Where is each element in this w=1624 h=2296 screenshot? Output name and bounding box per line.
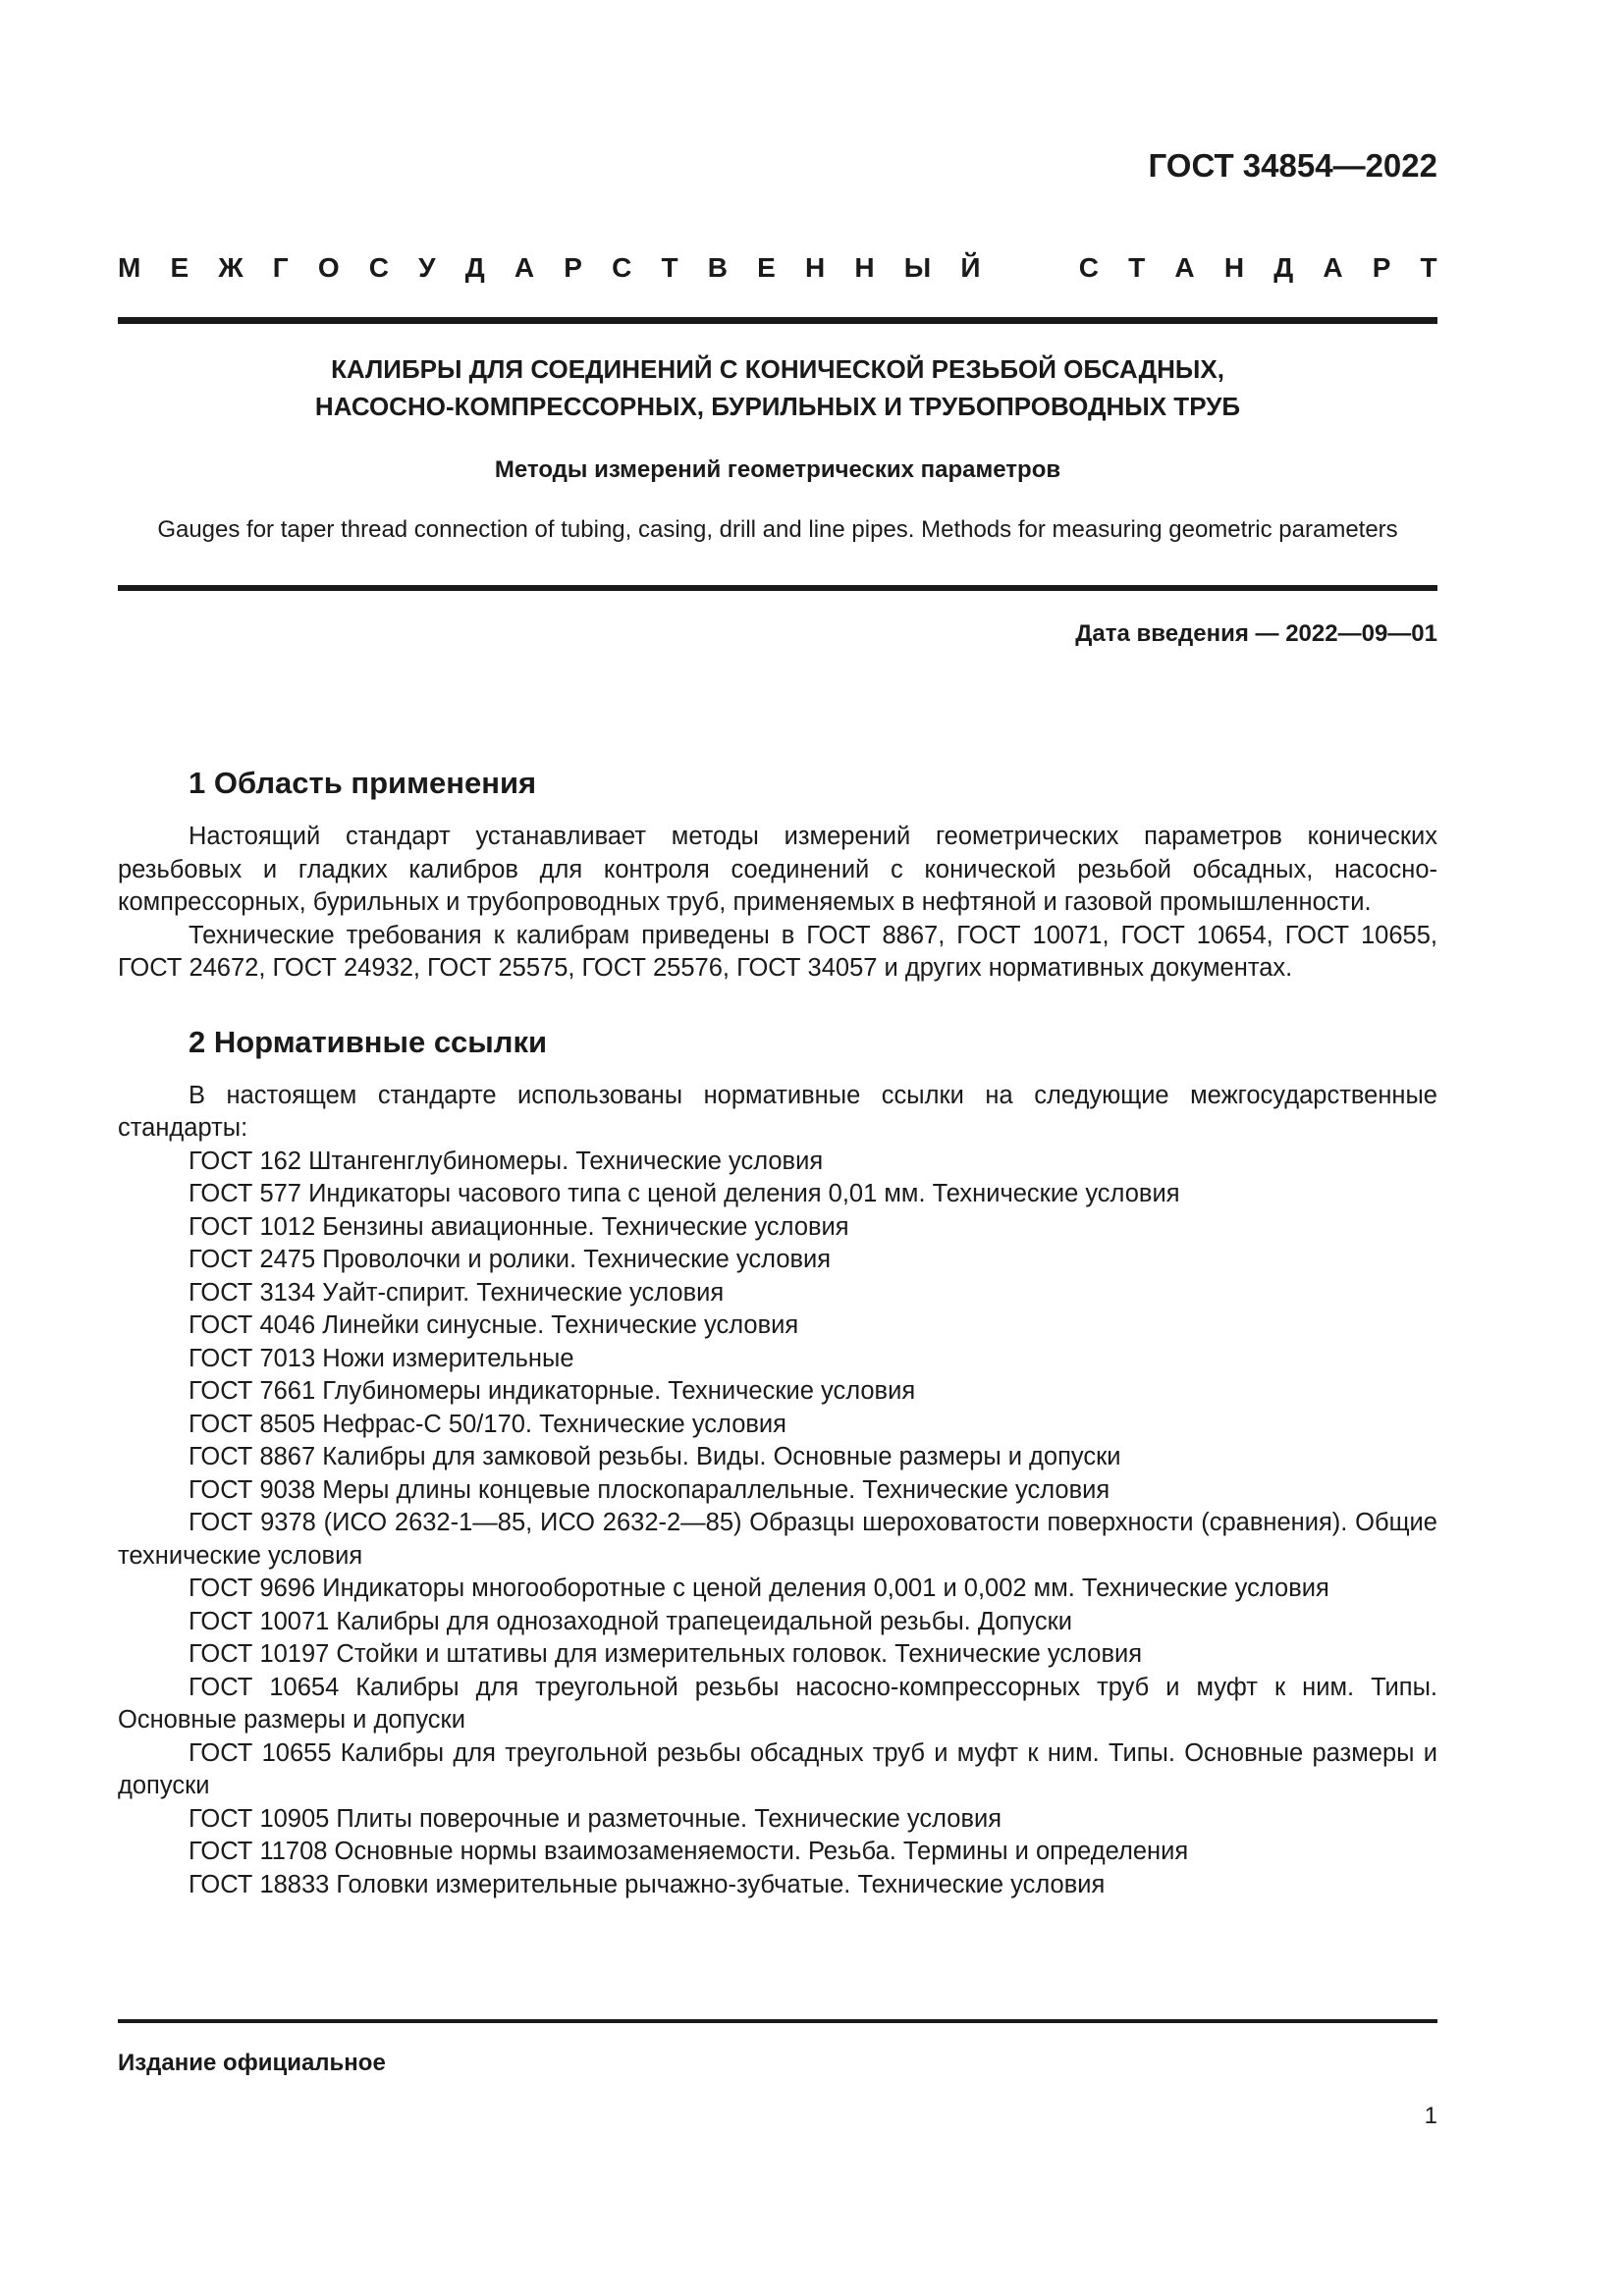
reference-item: ГОСТ 9378 (ИСО 2632-1—85, ИСО 2632-2—85) Образцы шероховатости поверхности (сравнения). Общие технические условия (118, 1509, 1437, 1570)
reference-item: ГОСТ 18833 Головки измерительные рычажно-зубчатые. Технические условия (189, 1870, 1106, 1898)
banner-letter: Е (757, 252, 776, 283)
reference-item: ГОСТ 9696 Индикаторы многооборотные с ценой деления 0,001 и 0,002 мм. Технические условия (189, 1575, 1329, 1602)
document-number: ГОСТ 34854—2022 (1148, 147, 1437, 184)
paragraph: В настоящем стандарте использованы нормативные ссылки на следующие межгосударственные стандарты: (118, 1081, 1437, 1142)
banner-letter: В (707, 252, 728, 283)
banner-letter: Ы (903, 252, 932, 283)
reference-item: ГОСТ 8505 Нефрас-С 50/170. Технические условия (189, 1410, 786, 1438)
reference-item: ГОСТ 7661 Глубиномеры индикаторные. Технические условия (189, 1377, 916, 1405)
banner-letter: С (368, 252, 389, 283)
banner-letter: Д (464, 252, 485, 283)
document-body (118, 764, 1437, 1901)
banner-letter: С (1078, 252, 1099, 283)
reference-item: ГОСТ 11708 Основные нормы взаимозаменяемости. Резьба. Термины и определения (189, 1838, 1189, 1865)
page-number: 1 (1424, 2103, 1437, 2129)
banner-letter: А (1174, 252, 1195, 283)
reference-item: ГОСТ 10071 Калибры для однозаходной трапецеидальной резьбы. Допуски (189, 1607, 1072, 1635)
document-subtitle: Методы измерений геометрических параметров (494, 456, 1061, 483)
paragraph: Настоящий стандарт устанавливает методы измерений геометрических параметров конических резьбовых и гладких калибров для контроля соединений с конической резьбой обсадных, насосно-компрессорных, бурильных и трубопроводных труб, применяемых в нефтяной и газовой промышленности. (118, 823, 1437, 916)
banner-letter: Т (1420, 252, 1437, 283)
standard-banner (118, 252, 1437, 292)
banner-letter: Р (1372, 252, 1391, 283)
reference-item: ГОСТ 10655 Калибры для треугольной резьбы обсадных труб и муфт к ним. Типы. Основные размеры и допуски (118, 1738, 1437, 1799)
section-heading: 1 Область применения (189, 766, 537, 800)
title-line: КАЛИБРЫ ДЛЯ СОЕДИНЕНИЙ С КОНИЧЕСКОЙ РЕЗЬБОЙ ОБСАДНЫХ, (331, 354, 1224, 384)
banner-letter: А (514, 252, 535, 283)
banner-letter: Д (1273, 252, 1294, 283)
title-line: НАСОСНО-КОМПРЕССОРНЫХ, БУРИЛЬНЫХ И ТРУБОПРОВОДНЫХ ТРУБ (314, 392, 1241, 421)
banner-letter: М (118, 252, 141, 283)
banner-letter: О (317, 252, 340, 283)
reference-item: ГОСТ 3134 Уайт-спирит. Технические условия (189, 1278, 725, 1307)
reference-list (118, 1146, 1437, 1902)
reference-item: ГОСТ 10197 Стойки и штативы для измерительных головок. Технические условия (189, 1640, 1143, 1668)
english-title: Gauges for taper thread connection of tubing, casing, drill and line pipes. Methods for measuring geometric parameters (157, 516, 1398, 543)
banner-letter: У (418, 252, 436, 283)
reference-item: ГОСТ 7013 Ножи измерительные (189, 1344, 574, 1372)
official-edition-label: Издание официальное (118, 2050, 386, 2076)
banner-letter: Н (1223, 252, 1245, 283)
reference-item: ГОСТ 10905 Плиты поверочные и разметочные. Технические условия (189, 1804, 1002, 1833)
banner-letter: Р (564, 252, 582, 283)
banner-letter: Т (1128, 252, 1146, 283)
reference-item: ГОСТ 577 Индикаторы часового типа с ценой деления 0,01 мм. Технические условия (189, 1180, 1180, 1207)
document-title (118, 350, 1437, 425)
banner-word-gap (1010, 252, 1050, 292)
title-divider (118, 585, 1437, 591)
section-heading: 2 Нормативные ссылки (189, 1024, 548, 1059)
reference-item: ГОСТ 10654 Калибры для треугольной резьбы насосно-компрессорных труб и муфт к ним. Типы. Основные размеры и допуски (118, 1673, 1437, 1734)
banner-letter: Г (272, 252, 289, 283)
reference-item: ГОСТ 2475 Проволочки и ролики. Технические условия (189, 1246, 832, 1273)
reference-item: ГОСТ 162 Штангенглубиномеры. Технические условия (189, 1147, 824, 1175)
banner-letter: Н (854, 252, 875, 283)
effective-date: Дата введения — 2022—09—01 (1075, 620, 1437, 647)
banner-letter: А (1323, 252, 1343, 283)
banner-letter: Т (661, 252, 678, 283)
reference-item: ГОСТ 1012 Бензины авиационные. Технические условия (189, 1212, 849, 1241)
header-divider (118, 317, 1437, 324)
banner-letter: Е (170, 252, 189, 283)
reference-item: ГОСТ 9038 Меры длины концевые плоскопараллельные. Технические условия (189, 1475, 1110, 1504)
banner-letter: Ж (218, 252, 244, 283)
reference-item: ГОСТ 8867 Калибры для замковой резьбы. Виды. Основные размеры и допуски (189, 1443, 1121, 1470)
banner-letter: Й (960, 252, 981, 283)
banner-letter: Н (804, 252, 826, 283)
paragraph: Технические требования к калибрам приведены в ГОСТ 8867, ГОСТ 10071, ГОСТ 10654, ГОСТ 10655, ГОСТ 24672, ГОСТ 24932, ГОСТ 25575, ГОСТ 25576, ГОСТ 34057 и других нормативных документах. (118, 921, 1437, 982)
footer-divider (118, 2019, 1437, 2023)
banner-letter: С (612, 252, 632, 283)
reference-item: ГОСТ 4046 Линейки синусные. Технические условия (189, 1311, 799, 1339)
